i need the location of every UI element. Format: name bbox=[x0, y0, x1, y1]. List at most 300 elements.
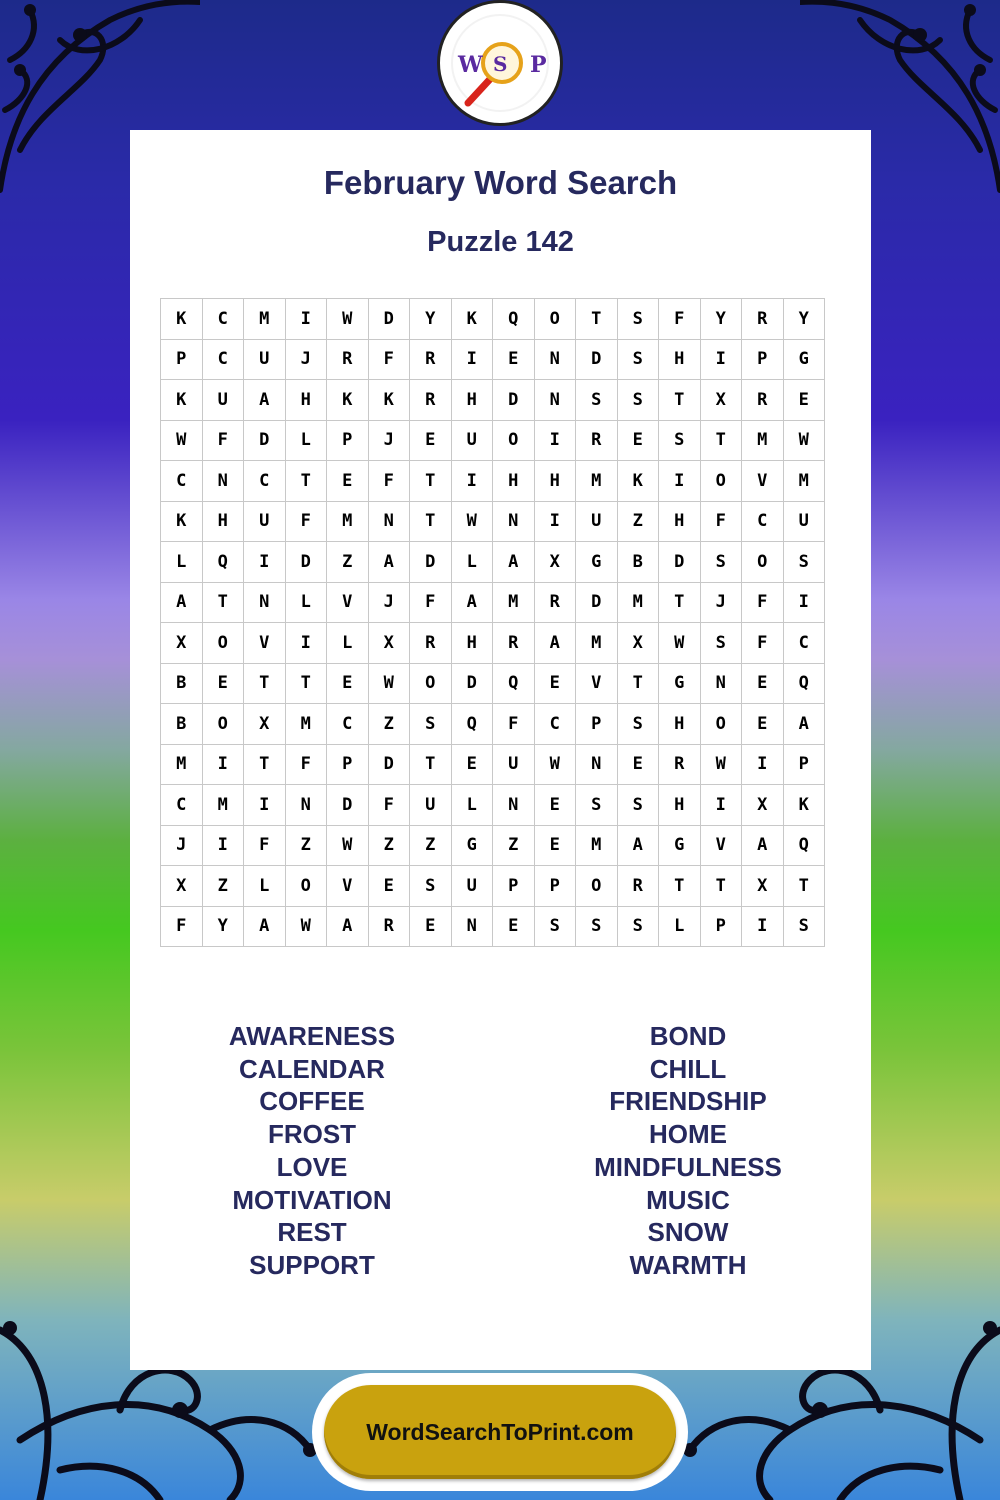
grid-cell[interactable]: I bbox=[451, 339, 493, 380]
grid-cell[interactable]: X bbox=[161, 623, 203, 664]
grid-cell[interactable]: I bbox=[534, 420, 576, 461]
grid-cell[interactable]: S bbox=[700, 542, 742, 583]
grid-cell[interactable]: L bbox=[327, 623, 369, 664]
word-item: SNOW bbox=[647, 1217, 729, 1248]
grid-cell[interactable]: H bbox=[659, 501, 701, 542]
grid-cell[interactable]: G bbox=[576, 542, 618, 583]
logo-letter-s: S bbox=[493, 52, 508, 76]
grid-cell[interactable]: C bbox=[534, 704, 576, 745]
grid-cell[interactable]: I bbox=[534, 501, 576, 542]
grid-cell[interactable]: E bbox=[410, 906, 452, 947]
grid-cell[interactable]: I bbox=[742, 906, 784, 947]
word-item: FRIENDSHIP bbox=[609, 1086, 767, 1117]
grid-cell[interactable]: N bbox=[285, 785, 327, 826]
grid-cell[interactable]: T bbox=[700, 420, 742, 461]
grid-cell[interactable]: T bbox=[700, 866, 742, 907]
grid-cell[interactable]: N bbox=[576, 744, 618, 785]
grid-cell[interactable]: N bbox=[368, 501, 410, 542]
grid-cell[interactable]: H bbox=[534, 461, 576, 502]
grid-row bbox=[161, 744, 825, 785]
grid-cell[interactable]: F bbox=[368, 785, 410, 826]
grid-cell[interactable]: F bbox=[285, 744, 327, 785]
grid-cell[interactable]: Y bbox=[410, 299, 452, 340]
grid-cell[interactable]: P bbox=[700, 906, 742, 947]
wsp-logo bbox=[437, 0, 563, 126]
grid-cell[interactable]: O bbox=[202, 623, 244, 664]
grid-cell[interactable]: L bbox=[659, 906, 701, 947]
grid-row bbox=[161, 339, 825, 380]
grid-cell[interactable]: X bbox=[742, 785, 784, 826]
grid-cell[interactable]: Q bbox=[783, 825, 825, 866]
grid-cell[interactable]: W bbox=[534, 744, 576, 785]
grid-cell[interactable]: M bbox=[327, 501, 369, 542]
grid-cell[interactable]: M bbox=[202, 785, 244, 826]
grid-cell[interactable]: W bbox=[327, 825, 369, 866]
grid-cell[interactable]: G bbox=[659, 663, 701, 704]
grid-cell[interactable]: D bbox=[285, 542, 327, 583]
word-item: HOME bbox=[649, 1119, 727, 1150]
grid-cell[interactable]: M bbox=[576, 623, 618, 664]
grid-row bbox=[161, 704, 825, 745]
grid-cell[interactable]: A bbox=[783, 704, 825, 745]
grid-row bbox=[161, 623, 825, 664]
grid-cell[interactable]: I bbox=[659, 461, 701, 502]
grid-cell[interactable]: X bbox=[617, 623, 659, 664]
grid-cell[interactable]: A bbox=[617, 825, 659, 866]
word-item: MINDFULNESS bbox=[594, 1151, 782, 1182]
word-item: CALENDAR bbox=[239, 1053, 385, 1084]
grid-cell[interactable]: D bbox=[368, 299, 410, 340]
grid-cell[interactable]: U bbox=[451, 866, 493, 907]
grid-cell[interactable]: P bbox=[783, 744, 825, 785]
grid-cell[interactable]: N bbox=[493, 785, 535, 826]
grid-row bbox=[161, 866, 825, 907]
grid-cell[interactable]: O bbox=[700, 461, 742, 502]
grid-cell[interactable]: W bbox=[659, 623, 701, 664]
grid-cell[interactable]: V bbox=[700, 825, 742, 866]
grid-cell[interactable]: W bbox=[700, 744, 742, 785]
grid-row bbox=[161, 785, 825, 826]
grid-cell[interactable]: T bbox=[410, 501, 452, 542]
grid-cell[interactable]: M bbox=[742, 420, 784, 461]
grid-cell[interactable]: T bbox=[659, 380, 701, 421]
grid-cell[interactable]: A bbox=[451, 582, 493, 623]
grid-cell[interactable]: O bbox=[700, 704, 742, 745]
grid-cell[interactable]: S bbox=[534, 906, 576, 947]
grid-cell[interactable]: Y bbox=[202, 906, 244, 947]
grid-cell[interactable]: D bbox=[493, 380, 535, 421]
grid-cell[interactable]: Z bbox=[285, 825, 327, 866]
grid-cell[interactable]: T bbox=[285, 663, 327, 704]
grid-cell[interactable]: Z bbox=[617, 501, 659, 542]
grid-cell[interactable]: K bbox=[161, 380, 203, 421]
grid-cell[interactable]: L bbox=[285, 582, 327, 623]
logo-letter-p: P bbox=[530, 52, 547, 78]
grid-cell[interactable]: T bbox=[202, 582, 244, 623]
grid-row bbox=[161, 501, 825, 542]
grid-cell[interactable]: U bbox=[576, 501, 618, 542]
grid-cell[interactable]: S bbox=[617, 299, 659, 340]
grid-cell[interactable]: I bbox=[202, 744, 244, 785]
grid-row bbox=[161, 906, 825, 947]
grid-cell[interactable]: P bbox=[161, 339, 203, 380]
grid-cell[interactable]: E bbox=[327, 461, 369, 502]
grid-cell[interactable]: N bbox=[493, 501, 535, 542]
grid-cell[interactable]: Z bbox=[410, 825, 452, 866]
grid-cell[interactable]: F bbox=[285, 501, 327, 542]
grid-cell[interactable]: E bbox=[493, 906, 535, 947]
grid-cell[interactable]: B bbox=[617, 542, 659, 583]
grid-cell[interactable]: X bbox=[534, 542, 576, 583]
grid-cell[interactable]: S bbox=[783, 542, 825, 583]
word-item: AWARENESS bbox=[228, 1021, 396, 1051]
grid-cell[interactable]: E bbox=[451, 744, 493, 785]
grid-cell[interactable]: A bbox=[368, 542, 410, 583]
grid-cell[interactable]: H bbox=[493, 461, 535, 502]
grid-cell[interactable]: W bbox=[327, 299, 369, 340]
grid-cell[interactable]: J bbox=[368, 582, 410, 623]
grid-cell[interactable]: N bbox=[244, 582, 286, 623]
grid-cell[interactable]: P bbox=[493, 866, 535, 907]
grid-cell[interactable]: E bbox=[742, 663, 784, 704]
grid-cell[interactable]: T bbox=[244, 744, 286, 785]
grid-cell[interactable]: M bbox=[617, 582, 659, 623]
grid-cell[interactable]: P bbox=[327, 420, 369, 461]
grid-cell[interactable]: E bbox=[368, 866, 410, 907]
grid-cell[interactable]: M bbox=[244, 299, 286, 340]
grid-cell[interactable]: U bbox=[410, 785, 452, 826]
grid-cell[interactable]: R bbox=[534, 582, 576, 623]
grid-cell[interactable]: C bbox=[742, 501, 784, 542]
grid-cell[interactable]: Z bbox=[327, 542, 369, 583]
grid-cell[interactable]: R bbox=[576, 420, 618, 461]
grid-cell[interactable]: E bbox=[327, 663, 369, 704]
grid-cell[interactable]: N bbox=[202, 461, 244, 502]
grid-cell[interactable]: H bbox=[659, 785, 701, 826]
grid-cell[interactable]: O bbox=[576, 866, 618, 907]
letter-grid[interactable] bbox=[160, 298, 825, 947]
grid-cell[interactable]: I bbox=[244, 542, 286, 583]
grid-cell[interactable]: K bbox=[368, 380, 410, 421]
grid-cell[interactable]: I bbox=[742, 744, 784, 785]
grid-cell[interactable]: I bbox=[700, 339, 742, 380]
grid-cell[interactable]: E bbox=[783, 380, 825, 421]
grid-cell[interactable]: U bbox=[493, 744, 535, 785]
grid-cell[interactable]: W bbox=[285, 906, 327, 947]
grid-cell[interactable]: Y bbox=[783, 299, 825, 340]
grid-cell[interactable]: C bbox=[202, 299, 244, 340]
grid-cell[interactable]: X bbox=[700, 380, 742, 421]
word-item: REST bbox=[277, 1217, 347, 1248]
grid-cell[interactable]: L bbox=[451, 785, 493, 826]
word-item: MUSIC bbox=[646, 1184, 730, 1215]
grid-cell[interactable]: Z bbox=[368, 825, 410, 866]
grid-cell[interactable]: C bbox=[244, 461, 286, 502]
grid-cell[interactable]: O bbox=[285, 866, 327, 907]
grid-cell[interactable]: Q bbox=[451, 704, 493, 745]
word-item: WARMTH bbox=[629, 1249, 747, 1280]
grid-cell[interactable]: B bbox=[161, 663, 203, 704]
grid-cell[interactable]: J bbox=[161, 825, 203, 866]
grid-cell[interactable]: T bbox=[659, 582, 701, 623]
word-item: BOND bbox=[649, 1021, 727, 1051]
grid-cell[interactable]: J bbox=[700, 582, 742, 623]
word-item: LOVE bbox=[276, 1151, 348, 1182]
grid-cell[interactable]: C bbox=[161, 461, 203, 502]
grid-cell[interactable]: E bbox=[493, 339, 535, 380]
grid-cell[interactable]: T bbox=[410, 744, 452, 785]
grid-cell[interactable]: T bbox=[576, 299, 618, 340]
grid-cell[interactable]: C bbox=[161, 785, 203, 826]
logo-letter-w: W bbox=[458, 52, 483, 78]
grid-cell[interactable]: V bbox=[327, 866, 369, 907]
grid-cell[interactable]: H bbox=[451, 380, 493, 421]
grid-cell[interactable]: N bbox=[700, 663, 742, 704]
grid-cell[interactable]: D bbox=[659, 542, 701, 583]
grid-cell[interactable]: U bbox=[202, 380, 244, 421]
grid-cell[interactable]: L bbox=[285, 420, 327, 461]
grid-cell[interactable]: R bbox=[368, 906, 410, 947]
grid-cell[interactable]: F bbox=[161, 906, 203, 947]
footer-badge bbox=[312, 1373, 688, 1491]
grid-cell[interactable]: F bbox=[659, 299, 701, 340]
grid-cell[interactable]: U bbox=[244, 501, 286, 542]
grid-cell[interactable]: A bbox=[244, 380, 286, 421]
grid-cell[interactable]: O bbox=[742, 542, 784, 583]
grid-cell[interactable]: F bbox=[742, 582, 784, 623]
grid-cell[interactable]: G bbox=[451, 825, 493, 866]
grid-cell[interactable]: S bbox=[783, 906, 825, 947]
grid-cell[interactable]: M bbox=[576, 825, 618, 866]
grid-cell[interactable]: U bbox=[783, 501, 825, 542]
grid-cell[interactable]: M bbox=[576, 461, 618, 502]
grid-cell[interactable]: O bbox=[534, 299, 576, 340]
grid-cell[interactable]: E bbox=[534, 663, 576, 704]
grid-cell[interactable]: R bbox=[410, 339, 452, 380]
word-item: SUPPORT bbox=[249, 1249, 375, 1280]
grid-cell[interactable]: O bbox=[410, 663, 452, 704]
grid-cell[interactable]: C bbox=[202, 339, 244, 380]
grid-cell[interactable]: E bbox=[410, 420, 452, 461]
grid-cell[interactable]: S bbox=[617, 906, 659, 947]
grid-cell[interactable]: D bbox=[327, 785, 369, 826]
grid-row bbox=[161, 299, 825, 340]
grid-row bbox=[161, 461, 825, 502]
grid-cell[interactable]: B bbox=[161, 704, 203, 745]
grid-cell[interactable]: K bbox=[451, 299, 493, 340]
grid-cell[interactable]: D bbox=[576, 582, 618, 623]
grid-cell[interactable]: T bbox=[659, 866, 701, 907]
grid-cell[interactable]: S bbox=[617, 380, 659, 421]
grid-cell[interactable]: H bbox=[202, 501, 244, 542]
grid-cell[interactable]: O bbox=[202, 704, 244, 745]
grid-cell[interactable]: M bbox=[161, 744, 203, 785]
grid-cell[interactable]: I bbox=[285, 299, 327, 340]
grid-cell[interactable]: W bbox=[368, 663, 410, 704]
grid-cell[interactable]: W bbox=[161, 420, 203, 461]
word-item: CHILL bbox=[649, 1053, 727, 1084]
grid-cell[interactable]: I bbox=[700, 785, 742, 826]
grid-cell[interactable]: E bbox=[202, 663, 244, 704]
grid-cell[interactable]: K bbox=[161, 299, 203, 340]
grid-cell[interactable]: P bbox=[576, 704, 618, 745]
grid-cell[interactable]: Q bbox=[493, 299, 535, 340]
grid-cell[interactable]: R bbox=[327, 339, 369, 380]
grid-cell[interactable]: M bbox=[285, 704, 327, 745]
grid-cell[interactable]: D bbox=[410, 542, 452, 583]
grid-cell[interactable]: R bbox=[410, 380, 452, 421]
grid-cell[interactable]: T bbox=[285, 461, 327, 502]
grid-row bbox=[161, 825, 825, 866]
grid-row bbox=[161, 582, 825, 623]
grid-cell[interactable]: Q bbox=[202, 542, 244, 583]
grid-cell[interactable]: A bbox=[161, 582, 203, 623]
grid-cell[interactable]: R bbox=[493, 623, 535, 664]
grid-cell[interactable]: D bbox=[451, 663, 493, 704]
grid-cell[interactable]: X bbox=[161, 866, 203, 907]
grid-cell[interactable]: H bbox=[659, 339, 701, 380]
grid-cell[interactable]: C bbox=[327, 704, 369, 745]
grid-cell[interactable]: A bbox=[327, 906, 369, 947]
puzzle-number: Puzzle 142 bbox=[427, 226, 574, 258]
grid-cell[interactable]: P bbox=[534, 866, 576, 907]
grid-cell[interactable]: Q bbox=[783, 663, 825, 704]
grid-cell[interactable]: F bbox=[368, 339, 410, 380]
grid-cell[interactable]: W bbox=[451, 501, 493, 542]
grid-cell[interactable]: O bbox=[493, 420, 535, 461]
grid-cell[interactable]: G bbox=[783, 339, 825, 380]
grid-cell[interactable]: F bbox=[700, 501, 742, 542]
grid-cell[interactable]: R bbox=[410, 623, 452, 664]
grid-cell[interactable]: R bbox=[742, 299, 784, 340]
grid-cell[interactable]: I bbox=[202, 825, 244, 866]
grid-cell[interactable]: M bbox=[493, 582, 535, 623]
grid-cell[interactable]: N bbox=[534, 380, 576, 421]
grid-cell[interactable]: X bbox=[244, 704, 286, 745]
page-title: February Word Search bbox=[323, 164, 678, 201]
grid-cell[interactable]: A bbox=[244, 906, 286, 947]
puzzle-panel bbox=[130, 130, 871, 1370]
grid-cell[interactable]: X bbox=[742, 866, 784, 907]
grid-cell[interactable]: F bbox=[368, 461, 410, 502]
grid-cell[interactable]: W bbox=[783, 420, 825, 461]
grid-cell[interactable]: S bbox=[700, 623, 742, 664]
grid-cell[interactable]: A bbox=[534, 623, 576, 664]
logo-graphic bbox=[440, 3, 560, 123]
word-item: COFFEE bbox=[259, 1086, 365, 1117]
grid-cell[interactable]: H bbox=[451, 623, 493, 664]
grid-cell[interactable]: P bbox=[742, 339, 784, 380]
grid-cell[interactable]: V bbox=[742, 461, 784, 502]
grid-cell[interactable]: E bbox=[617, 744, 659, 785]
grid-cell[interactable]: N bbox=[451, 906, 493, 947]
grid-cell[interactable]: Y bbox=[700, 299, 742, 340]
grid-cell[interactable]: E bbox=[534, 825, 576, 866]
grid-cell[interactable]: S bbox=[659, 420, 701, 461]
grid-cell[interactable]: T bbox=[783, 866, 825, 907]
grid-cell[interactable]: V bbox=[576, 663, 618, 704]
grid-cell[interactable]: E bbox=[742, 704, 784, 745]
grid-row bbox=[161, 380, 825, 421]
grid-cell[interactable]: X bbox=[368, 623, 410, 664]
grid-cell[interactable]: F bbox=[410, 582, 452, 623]
grid-row bbox=[161, 542, 825, 583]
grid-cell[interactable]: S bbox=[410, 704, 452, 745]
grid-cell[interactable]: V bbox=[327, 582, 369, 623]
grid-cell[interactable]: S bbox=[576, 785, 618, 826]
grid-cell[interactable]: S bbox=[617, 704, 659, 745]
grid-cell[interactable]: R bbox=[617, 866, 659, 907]
grid-row bbox=[161, 420, 825, 461]
grid-cell[interactable]: J bbox=[368, 420, 410, 461]
grid-cell[interactable]: I bbox=[451, 461, 493, 502]
website-link-button[interactable]: WordSearchToPrint.com bbox=[324, 1385, 676, 1479]
word-list-right bbox=[538, 1020, 838, 1282]
grid-cell[interactable]: S bbox=[617, 339, 659, 380]
grid-cell[interactable]: F bbox=[244, 825, 286, 866]
grid-cell[interactable]: F bbox=[202, 420, 244, 461]
grid-cell[interactable]: E bbox=[534, 785, 576, 826]
grid-cell[interactable]: Z bbox=[368, 704, 410, 745]
grid-cell[interactable]: K bbox=[617, 461, 659, 502]
grid-cell[interactable]: Z bbox=[202, 866, 244, 907]
grid-cell[interactable]: Z bbox=[493, 825, 535, 866]
grid-cell[interactable]: A bbox=[742, 825, 784, 866]
grid-cell[interactable]: T bbox=[244, 663, 286, 704]
grid-cell[interactable]: S bbox=[576, 380, 618, 421]
grid-cell[interactable]: F bbox=[493, 704, 535, 745]
grid-cell[interactable]: N bbox=[534, 339, 576, 380]
grid-cell[interactable]: H bbox=[659, 704, 701, 745]
grid-cell[interactable]: I bbox=[244, 785, 286, 826]
grid-cell[interactable]: J bbox=[285, 339, 327, 380]
grid-cell[interactable]: E bbox=[617, 420, 659, 461]
grid-cell[interactable]: V bbox=[244, 623, 286, 664]
grid-cell[interactable]: U bbox=[451, 420, 493, 461]
grid-cell[interactable]: K bbox=[327, 380, 369, 421]
grid-cell[interactable]: R bbox=[742, 380, 784, 421]
grid-cell[interactable]: C bbox=[783, 623, 825, 664]
grid-cell[interactable]: K bbox=[161, 501, 203, 542]
grid-cell[interactable]: D bbox=[368, 744, 410, 785]
grid-cell[interactable]: D bbox=[576, 339, 618, 380]
grid-cell[interactable]: I bbox=[783, 582, 825, 623]
grid-cell[interactable]: A bbox=[493, 542, 535, 583]
grid-cell[interactable]: S bbox=[576, 906, 618, 947]
grid-cell[interactable]: P bbox=[327, 744, 369, 785]
grid-cell[interactable]: T bbox=[410, 461, 452, 502]
grid-cell[interactable]: S bbox=[617, 785, 659, 826]
grid-row bbox=[161, 663, 825, 704]
grid-cell[interactable]: K bbox=[783, 785, 825, 826]
grid-cell[interactable]: L bbox=[244, 866, 286, 907]
grid-cell[interactable]: L bbox=[161, 542, 203, 583]
grid-cell[interactable]: L bbox=[451, 542, 493, 583]
grid-cell[interactable]: M bbox=[783, 461, 825, 502]
grid-cell[interactable]: D bbox=[244, 420, 286, 461]
grid-cell[interactable]: S bbox=[410, 866, 452, 907]
grid-cell[interactable]: G bbox=[659, 825, 701, 866]
word-list-left bbox=[162, 1020, 462, 1282]
word-item: MOTIVATION bbox=[232, 1184, 392, 1215]
grid-cell[interactable]: Q bbox=[493, 663, 535, 704]
grid-cell[interactable]: H bbox=[285, 380, 327, 421]
grid-cell[interactable]: U bbox=[244, 339, 286, 380]
grid-cell[interactable]: T bbox=[617, 663, 659, 704]
grid-cell[interactable]: F bbox=[742, 623, 784, 664]
grid-cell[interactable]: I bbox=[285, 623, 327, 664]
grid-cell[interactable]: R bbox=[659, 744, 701, 785]
